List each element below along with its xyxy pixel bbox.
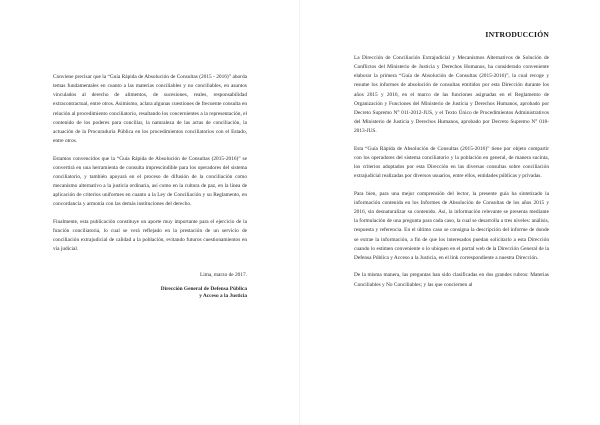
right-paragraph-4: De la misma manera, las preguntas han sido clasificadas en dos grandes rubros: Materias Conciliables y No Conciliables; y las que conciernen al: [354, 272, 549, 288]
left-paragraph-1: Conviene precisar que la “Guía Rápida de Absolución de Consultas (2015 - 2016)” aborda temas fundamentales en cuanto a las materias conciliables y no conciliables, en asuntos vinculados al derecho de alimentos, de sucesiones, reales, responsabilidad extracontractual, entre otros. Asimismo, aclara algunas cuestiones de frecuente consulta en relación al procedimiento conciliatorio, resaltando los concernientes a la representación, el contenido de los poderes para conciliar, la naturaleza de las actas de conciliación, la actuación de la Procuraduría Pública en los procedimientos conciliatorios con el Estado, entre otros.: [53, 74, 247, 145]
right-paragraph-2: Esta “Guía Rápida de Absolución de Consultas (2015-2016)” tiene por objeto compartir con los operadores del sistema conciliatorio y la población en general, de manera sucinta, los criterios adoptados por esta Dirección en las diversas consultas sobre conciliación extrajudicial realizadas por diversos usuarios, entre ellos, entidades públicas y privadas.: [354, 145, 549, 180]
date-line: Lima, marzo de 2017.: [199, 271, 247, 278]
signature-line-1: Dirección General de Defensa Pública: [160, 285, 247, 292]
right-column: [354, 54, 549, 298]
right-paragraph-1: La Dirección de Conciliación Extrajudicial y Mecanismos Alternativos de Solución de Conflictos del Ministerio de Justicia y Derechos Humanos, ha considerado conveniente elaborar la primera “Guía de Absolución de Consultas (2015-2016)”, la cual recoge y resume los informes de absolución de consultas emitidos por esta Dirección durante los años 2015 y 2016, en el marco de las funciones asignadas en el Reglamento de Organización y Funciones del Ministerio de Justicia y Derechos Humanos, aprobado por Decreto Supremo N° 011-2012-JUS, y el Texto Único de Procedimientos Administrativos del Ministerio de Justicia y Derechos Humanos, aprobado por Decreto Supremo N° 018-2013-JUS.: [354, 55, 549, 135]
section-heading: INTRODUCCIÓN: [485, 30, 549, 39]
left-column: [53, 73, 247, 301]
page-fold-divider: [299, 0, 300, 425]
left-paragraph-3: Finalmente, esta publicación constituye un aporte muy importante para el ejercicio de la función conciliatoria, lo cual se verá reflejado en la prestación de un servicio de conciliación extrajudicial de calidad a la población, evitando futuros cuestionamientos en vía judicial.: [53, 218, 247, 253]
signature-line-2: y Acceso a la Justicia: [199, 293, 247, 300]
left-paragraph-2: Estamos convencidos que la “Guía Rápida de Absolución de Consultas (2015-2016)” se convertirá en una herramienta de consulta imprescindible para los operadores del sistema conciliatorio, y también apoyará en el proceso de difusión de la conciliación como mecanismo alternativo a la justicia ordinaria, así como en la cultura de paz, en la línea de aplicación de criterios uniformes en cuanto a la Ley de Conciliación y su Reglamento, en concordancia y armonía con las demás instituciones del derecho.: [53, 155, 247, 208]
right-paragraph-3: Para bien, para una mejor comprensión del lector, la presente guía ha sintetizado la información contenida en los Informes de Absolución de Consultas de los años 2015 y 2016, sin desnaturalizar su contenido. Así, la información relevante se presenta mediante la formulación de una pregunta para cada caso, la cual se desarrolla a tres niveles: análisis, respuesta y referencia. En el último caso se consigna la descripción del informe de donde se extrae la información, a fin de que los interesados puedan solicitarlo a esta Dirección cuando lo estimen conveniente o lo ubiquen en el portal web de la Dirección General de la Defensa Pública y Acceso a la Justicia, en el link correspondiente a nuestra Dirección.: [354, 190, 549, 261]
